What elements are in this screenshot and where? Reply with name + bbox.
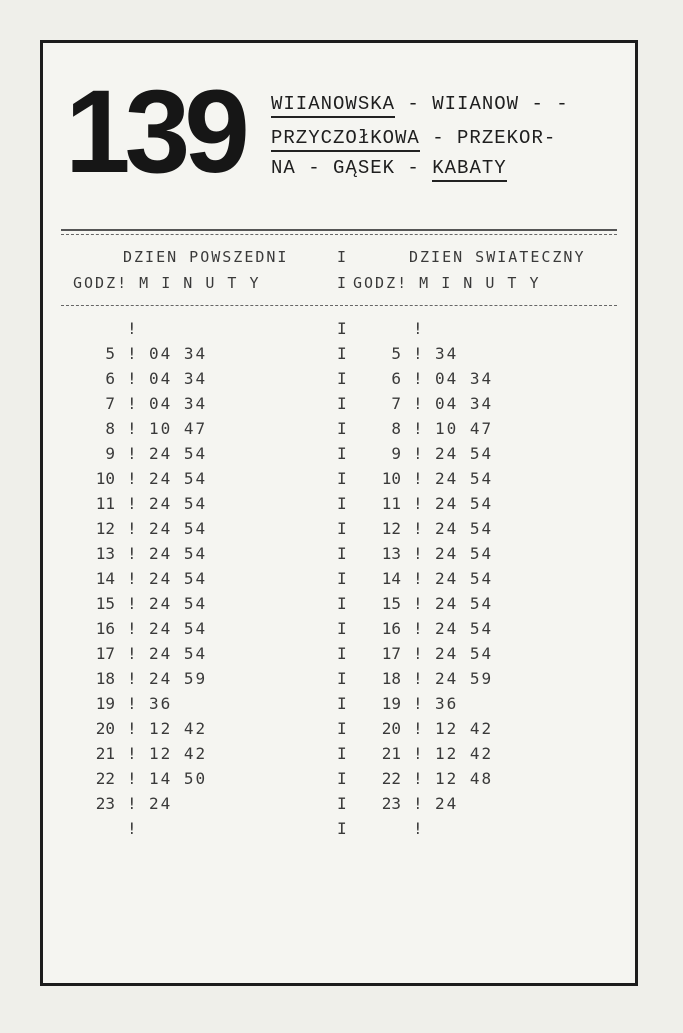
column-bang: ! <box>127 769 137 788</box>
holiday-hour: 20 <box>381 719 401 738</box>
weekday-hour: 22 <box>95 769 115 788</box>
column-bang: ! <box>127 594 137 613</box>
stop-name: WIIANOWSKA <box>271 93 395 118</box>
weekday-hour: 11 <box>95 494 115 513</box>
column-separator: I <box>337 794 347 813</box>
weekday-hour: 19 <box>95 694 115 713</box>
holiday-hour: 9 <box>391 444 401 463</box>
column-bang: ! <box>413 544 423 563</box>
route-line-3 <box>271 157 507 179</box>
column-bang: ! <box>127 694 137 713</box>
column-separator: I <box>337 594 347 613</box>
weekday-hour: 20 <box>95 719 115 738</box>
table-row <box>43 694 635 719</box>
weekday-minutes: 24 54 <box>149 444 208 463</box>
weekday-minutes: 24 54 <box>149 469 208 488</box>
divider <box>61 305 617 306</box>
holiday-hour: 16 <box>381 619 401 638</box>
holiday-minutes: 24 54 <box>435 469 494 488</box>
holiday-minutes: 24 54 <box>435 444 494 463</box>
column-bang: ! <box>413 769 423 788</box>
holiday-minutes: 36 <box>435 694 459 713</box>
weekday-minutes: 12 42 <box>149 719 208 738</box>
weekday-hour: 5 <box>105 344 115 363</box>
table-row <box>43 369 635 394</box>
column-bang: ! <box>127 544 137 563</box>
divider <box>61 229 617 231</box>
weekday-minutes: 14 50 <box>149 769 208 788</box>
holiday-minutes: 12 42 <box>435 744 494 763</box>
weekday-hour: 15 <box>95 594 115 613</box>
column-separator: I <box>337 694 347 713</box>
table-row <box>43 519 635 544</box>
weekday-hour: 7 <box>105 394 115 413</box>
table-row <box>43 719 635 744</box>
holiday-hour: 17 <box>381 644 401 663</box>
route-number: 139 <box>65 66 244 198</box>
weekday-minutes: 24 59 <box>149 669 208 688</box>
weekday-minutes: 24 <box>149 794 173 813</box>
column-separator: I <box>337 819 347 838</box>
table-row <box>43 419 635 444</box>
holiday-minutes: 04 34 <box>435 369 494 388</box>
table-row <box>43 569 635 594</box>
holiday-minutes: 24 <box>435 794 459 813</box>
weekday-minutes: 04 34 <box>149 369 208 388</box>
weekday-minutes: 24 54 <box>149 569 208 588</box>
column-bang: ! <box>127 344 137 363</box>
holiday-minutes: 24 59 <box>435 669 494 688</box>
holiday-hour: 6 <box>391 369 401 388</box>
holiday-hour: 12 <box>381 519 401 538</box>
table-row <box>43 819 635 844</box>
weekday-minutes: 24 54 <box>149 519 208 538</box>
table-row <box>43 669 635 694</box>
holiday-hour: 13 <box>381 544 401 563</box>
column-bang: ! <box>413 669 423 688</box>
column-bang: ! <box>413 619 423 638</box>
column-separator: I <box>337 769 347 788</box>
holiday-minutes: 24 54 <box>435 594 494 613</box>
weekday-hour: 12 <box>95 519 115 538</box>
holiday-minutes: 24 54 <box>435 619 494 638</box>
weekday-hour: 18 <box>95 669 115 688</box>
column-separator: I <box>337 619 347 638</box>
weekday-hour: 16 <box>95 619 115 638</box>
column-separator: I <box>337 519 347 538</box>
column-bang: ! <box>127 419 137 438</box>
column-bang: ! <box>413 694 423 713</box>
column-bang: ! <box>413 719 423 738</box>
column-bang: ! <box>413 394 423 413</box>
holiday-hour: 15 <box>381 594 401 613</box>
column-bang: ! <box>127 394 137 413</box>
stop-name: NA - GĄSEK - <box>271 157 433 179</box>
column-bang: ! <box>127 319 137 338</box>
column-bang: ! <box>413 594 423 613</box>
holiday-minutes: 24 54 <box>435 644 494 663</box>
table-row <box>43 794 635 819</box>
column-bang: ! <box>413 794 423 813</box>
stop-name: - WIIANOW - - <box>395 93 569 115</box>
holiday-hour: 18 <box>381 669 401 688</box>
column-bang: ! <box>413 819 423 838</box>
weekday-hour: 14 <box>95 569 115 588</box>
route-line-2 <box>271 127 556 149</box>
column-separator: I <box>337 274 347 292</box>
stop-name: PRZYCZOłKOWA <box>271 127 420 152</box>
table-row <box>43 469 635 494</box>
holiday-hour: 11 <box>381 494 401 513</box>
table-row <box>43 344 635 369</box>
column-bang: ! <box>413 644 423 663</box>
table-row <box>43 644 635 669</box>
weekday-minutes: 04 34 <box>149 344 208 363</box>
column-separator: I <box>337 248 347 266</box>
column-bang: ! <box>127 519 137 538</box>
column-bang: ! <box>413 569 423 588</box>
weekday-hour: 13 <box>95 544 115 563</box>
column-separator: I <box>337 644 347 663</box>
column-bang: ! <box>413 469 423 488</box>
holiday-hour: 8 <box>391 419 401 438</box>
weekday-minutes: 36 <box>149 694 173 713</box>
column-separator: I <box>337 719 347 738</box>
holiday-hour: 21 <box>381 744 401 763</box>
column-separator: I <box>337 319 347 338</box>
weekday-title: DZIEN POWSZEDNI <box>123 248 289 266</box>
table-row <box>43 394 635 419</box>
weekday-hour: 8 <box>105 419 115 438</box>
holiday-title: DZIEN SWIATECZNY <box>409 248 586 266</box>
column-bang: ! <box>127 619 137 638</box>
weekday-minutes: 04 34 <box>149 394 208 413</box>
holiday-column-headers: GODZ! M I N U T Y <box>353 274 541 292</box>
weekday-hour: 21 <box>95 744 115 763</box>
holiday-hour: 23 <box>381 794 401 813</box>
column-bang: ! <box>127 744 137 763</box>
holiday-minutes: 04 34 <box>435 394 494 413</box>
column-separator: I <box>337 544 347 563</box>
table-row <box>43 444 635 469</box>
column-bang: ! <box>127 569 137 588</box>
weekday-minutes: 24 54 <box>149 619 208 638</box>
holiday-minutes: 10 47 <box>435 419 494 438</box>
column-separator: I <box>337 444 347 463</box>
column-separator: I <box>337 419 347 438</box>
column-bang: ! <box>413 444 423 463</box>
table-row <box>43 619 635 644</box>
weekday-hour: 9 <box>105 444 115 463</box>
column-separator: I <box>337 369 347 388</box>
holiday-minutes: 34 <box>435 344 459 363</box>
table-row <box>43 494 635 519</box>
column-bang: ! <box>413 419 423 438</box>
weekday-minutes: 10 47 <box>149 419 208 438</box>
holiday-hour: 7 <box>391 394 401 413</box>
holiday-minutes: 24 54 <box>435 519 494 538</box>
stop-name: KABATY <box>432 157 506 182</box>
weekday-minutes: 24 54 <box>149 594 208 613</box>
column-bang: ! <box>127 719 137 738</box>
holiday-hour: 10 <box>381 469 401 488</box>
column-separator: I <box>337 469 347 488</box>
column-bang: ! <box>127 644 137 663</box>
weekday-hour: 17 <box>95 644 115 663</box>
holiday-hour: 22 <box>381 769 401 788</box>
holiday-minutes: 12 48 <box>435 769 494 788</box>
table-row <box>43 319 635 344</box>
column-bang: ! <box>413 369 423 388</box>
column-separator: I <box>337 344 347 363</box>
table-row <box>43 769 635 794</box>
column-bang: ! <box>413 744 423 763</box>
stop-name: - PRZEKOR- <box>419 127 557 149</box>
weekday-column-headers: GODZ! M I N U T Y <box>73 274 261 292</box>
holiday-hour: 19 <box>381 694 401 713</box>
weekday-minutes: 24 54 <box>149 644 208 663</box>
column-bang: ! <box>413 494 423 513</box>
weekday-hour: 6 <box>105 369 115 388</box>
divider <box>61 234 617 235</box>
weekday-hour: 23 <box>95 794 115 813</box>
column-bang: ! <box>413 319 423 338</box>
holiday-minutes: 12 42 <box>435 719 494 738</box>
column-separator: I <box>337 744 347 763</box>
column-separator: I <box>337 569 347 588</box>
column-separator: I <box>337 669 347 688</box>
holiday-minutes: 24 54 <box>435 494 494 513</box>
column-bang: ! <box>127 369 137 388</box>
table-row <box>43 594 635 619</box>
holiday-hour: 14 <box>381 569 401 588</box>
weekday-minutes: 24 54 <box>149 544 208 563</box>
route-line-1 <box>271 93 569 115</box>
holiday-hour: 5 <box>391 344 401 363</box>
weekday-hour: 10 <box>95 469 115 488</box>
column-separator: I <box>337 494 347 513</box>
holiday-minutes: 24 54 <box>435 569 494 588</box>
table-row <box>43 544 635 569</box>
column-bang: ! <box>127 794 137 813</box>
column-bang: ! <box>127 469 137 488</box>
column-bang: ! <box>413 519 423 538</box>
table-row <box>43 744 635 769</box>
column-bang: ! <box>127 494 137 513</box>
weekday-minutes: 24 54 <box>149 494 208 513</box>
column-bang: ! <box>127 444 137 463</box>
column-bang: ! <box>413 344 423 363</box>
column-bang: ! <box>127 669 137 688</box>
column-separator: I <box>337 394 347 413</box>
holiday-minutes: 24 54 <box>435 544 494 563</box>
timetable-sheet <box>40 40 638 986</box>
column-bang: ! <box>127 819 137 838</box>
weekday-minutes: 12 42 <box>149 744 208 763</box>
